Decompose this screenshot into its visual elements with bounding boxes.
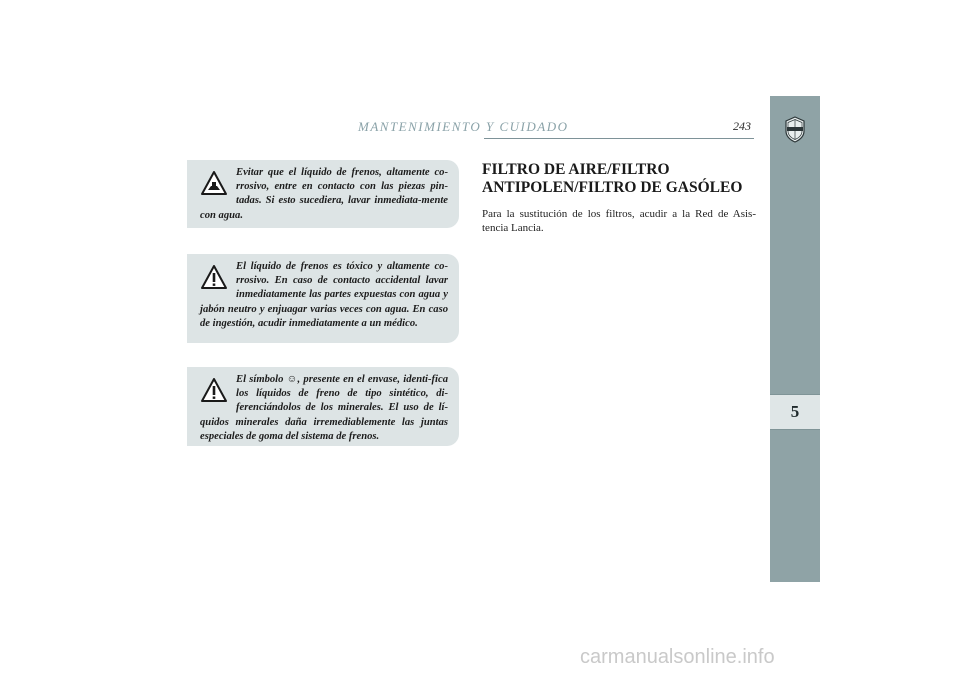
warning-text: El líquido de frenos es tóxico y altamente co-rrosivo. En caso de contacto accidental lavar inmediatamente las partes expuestas con agua y jabón neutro y enjuagar varias veces con agua. En caso de ingestión, acudir inmediatamente a un médico. bbox=[200, 261, 448, 329]
warning-text: Evitar que el líquido de frenos, altamente co-rrosivo, entre en contacto con las piezas pin-tadas. Si esto sucediera, lavar inmediata-mente con agua. bbox=[200, 167, 448, 221]
warning-triangle-icon bbox=[200, 264, 228, 290]
section-title: FILTRO DE AIRE/FILTRO ANTIPOLEN/FILTRO DE GASÓLEO bbox=[482, 161, 743, 196]
chapter-tab: 5 bbox=[770, 394, 820, 430]
warning-box-toxic bbox=[187, 254, 459, 343]
lancia-logo-icon bbox=[784, 116, 806, 143]
page-number: 243 bbox=[733, 119, 751, 133]
watermark: carmanualsonline.info bbox=[580, 646, 775, 668]
brake-fluid-warning-icon bbox=[200, 170, 228, 196]
warning-text: El símbolo ☺, presente en el envase, identi-fica los líquidos de freno de tipo sintético, di-ferenciándolos de los minerales. El uso de lí-quidos minerales daña irremediablemente las juntas especiales de goma del sistema de frenos. bbox=[200, 374, 448, 442]
warning-box-symbol bbox=[187, 367, 459, 446]
chapter-sidebar bbox=[770, 96, 820, 582]
page-header-title: MANTENIMIENTO Y CUIDADO bbox=[358, 119, 569, 134]
warning-box-paint bbox=[187, 160, 459, 228]
warning-triangle-icon bbox=[200, 377, 228, 403]
section-body: Para la sustitución de los filtros, acudir a la Red de Asis-tencia Lancia. bbox=[482, 208, 756, 234]
header-divider bbox=[484, 138, 754, 139]
